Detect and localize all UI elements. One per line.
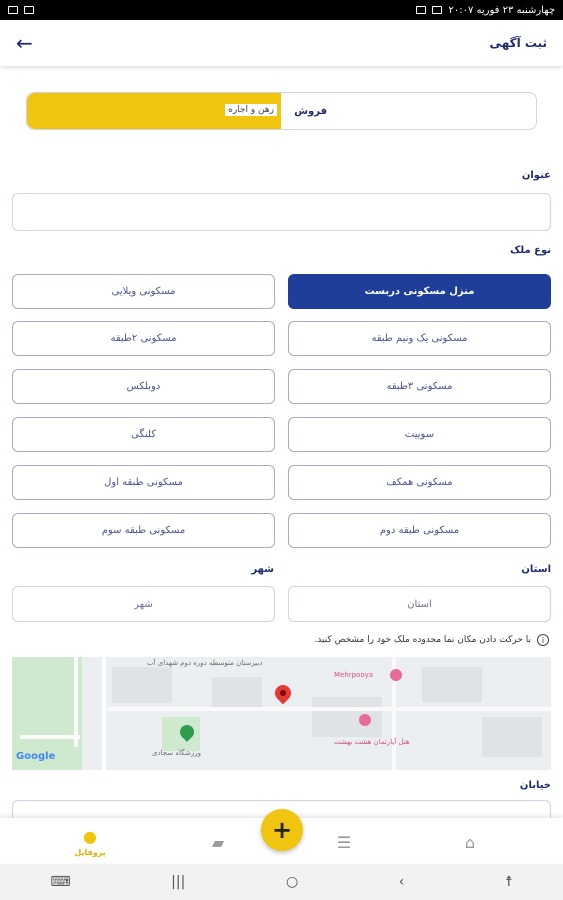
map-road xyxy=(102,657,106,770)
map-hint xyxy=(314,634,549,646)
notification-icon xyxy=(432,6,442,14)
map-road xyxy=(74,657,78,747)
map-road xyxy=(20,735,80,739)
map-poi-icon xyxy=(390,669,402,681)
nav-filter[interactable] xyxy=(314,824,374,860)
province-select[interactable]: استان xyxy=(288,586,551,622)
map-label-hotel: هتل آپارتمان هشت بهشت xyxy=(334,738,410,746)
property-type-option[interactable]: مسکونی یک ونیم طبقه xyxy=(288,321,551,356)
wifi-icon xyxy=(24,6,34,14)
google-logo: Google xyxy=(16,751,56,762)
property-type-option[interactable]: سوییت xyxy=(288,417,551,452)
home-circle-icon[interactable]: ○ xyxy=(285,874,299,890)
deal-type-segment xyxy=(26,92,537,130)
location-map[interactable] xyxy=(12,657,551,770)
property-type-option[interactable]: مسکونی ۲طبقه xyxy=(12,321,275,356)
province-label: استان xyxy=(521,564,551,575)
recents-icon[interactable]: ||| xyxy=(171,874,186,890)
sale-option-label: فروش xyxy=(294,105,327,117)
map-building xyxy=(482,717,542,757)
map-building xyxy=(212,677,262,707)
nav-chat[interactable] xyxy=(188,824,248,860)
app-header xyxy=(0,20,563,66)
nav-home[interactable] xyxy=(440,824,500,860)
map-building xyxy=(422,667,482,702)
status-date: چهارشنبه ۲۳ فوریه ۲۰:۰۷ xyxy=(448,4,555,16)
battery-icon xyxy=(8,6,18,14)
rent-option[interactable] xyxy=(27,93,281,129)
property-type-option[interactable]: مسکونی ۳طبقه xyxy=(288,369,551,404)
home-icon: ⌂ xyxy=(464,832,476,852)
property-type-option[interactable]: منزل مسکونی دربست xyxy=(288,274,551,309)
profile-icon: ● xyxy=(83,827,97,846)
sale-option[interactable] xyxy=(280,93,536,129)
map-building xyxy=(312,697,382,737)
rent-option-label: رهن و اجاره xyxy=(225,104,277,116)
title-input[interactable] xyxy=(12,193,551,231)
info-icon: i xyxy=(537,634,549,646)
property-type-label: نوع ملک xyxy=(510,245,551,256)
map-poi-icon xyxy=(359,714,371,726)
back-arrow-icon[interactable]: ← xyxy=(16,31,33,55)
nav-profile-label: پروفایل xyxy=(74,848,106,857)
status-bar xyxy=(0,0,563,20)
map-building xyxy=(112,667,172,703)
accessibility-icon[interactable]: ☨ xyxy=(505,874,513,890)
property-type-option[interactable]: مسکونی ویلایی xyxy=(12,274,275,309)
property-type-option[interactable]: دوبلکس xyxy=(12,369,275,404)
map-label-mehrpooya: Mehrpooya xyxy=(334,671,374,679)
system-nav xyxy=(0,864,563,900)
keyboard-icon[interactable]: ⌨ xyxy=(50,874,71,890)
map-label-school: دبیرستان متوسطه دوره دوم شهدای آب xyxy=(147,659,263,667)
title-label: عنوان xyxy=(521,170,551,181)
chat-icon: ▰ xyxy=(211,832,225,852)
street-label: خیابان xyxy=(519,780,551,791)
location-pin-icon[interactable] xyxy=(272,682,295,705)
add-ad-button[interactable]: + xyxy=(261,809,303,851)
map-hint-text: با حرکت دادن مکان نما محدوده ملک خود را مشخص کنید. xyxy=(314,635,531,645)
map-road xyxy=(107,707,551,711)
map-label-sports: ورزشگاه سجادی xyxy=(152,749,202,757)
notification-icon xyxy=(416,6,426,14)
page-title: ثبت آگهی xyxy=(489,36,547,50)
property-type-option[interactable]: مسکونی طبقه دوم xyxy=(288,513,551,548)
property-type-option[interactable]: مسکونی طبقه اول xyxy=(12,465,275,500)
property-type-option[interactable]: مسکونی همکف xyxy=(288,465,551,500)
city-label: شهر xyxy=(251,564,274,575)
property-type-option[interactable]: مسکونی طبقه سوم xyxy=(12,513,275,548)
nav-profile[interactable] xyxy=(60,824,120,860)
property-type-option[interactable]: کلنگی xyxy=(12,417,275,452)
city-select[interactable]: شهر xyxy=(12,586,275,622)
filter-icon: ☰ xyxy=(336,832,352,852)
system-back-icon[interactable]: ‹ xyxy=(398,874,405,890)
